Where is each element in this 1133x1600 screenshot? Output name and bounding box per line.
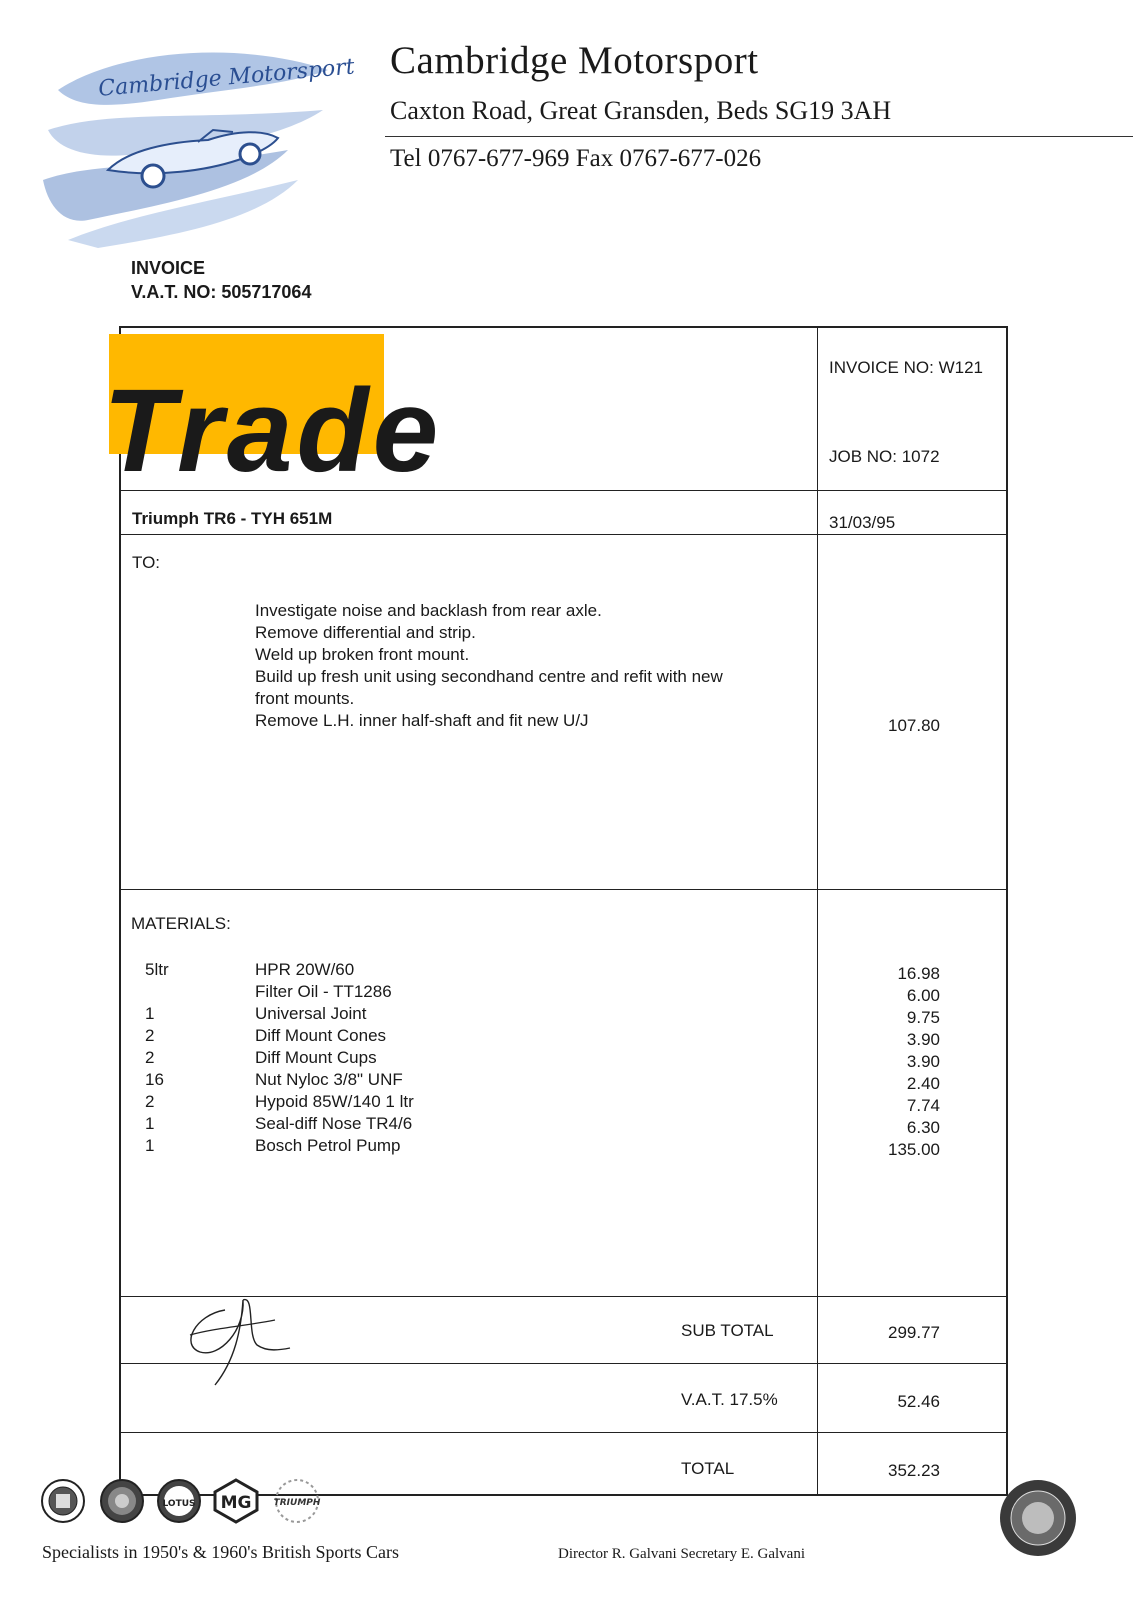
material-price: 3.90 bbox=[906, 1030, 940, 1049]
labour-amount: 107.80 bbox=[888, 716, 940, 735]
divider-vat bbox=[119, 1432, 1008, 1433]
total-value: 352.23 bbox=[888, 1461, 940, 1480]
company-address: Caxton Road, Great Gransden, Beds SG19 3AH bbox=[390, 96, 892, 125]
vat-label: V.A.T. 17.5% bbox=[681, 1390, 778, 1409]
austin-healey-badge-icon bbox=[40, 1478, 86, 1524]
divider-work bbox=[119, 889, 1008, 890]
triumph-badge-text: TRIUMPH bbox=[273, 1498, 321, 1508]
material-desc: Diff Mount Cones bbox=[255, 1026, 387, 1045]
jaguar-badge-icon bbox=[99, 1478, 145, 1524]
material-desc: Hypoid 85W/140 1 ltr bbox=[255, 1092, 414, 1111]
material-price: 6.30 bbox=[906, 1118, 940, 1137]
material-qty: 2 bbox=[145, 1092, 155, 1111]
material-desc: Filter Oil - TT1286 bbox=[255, 982, 392, 1001]
column-divider bbox=[817, 326, 818, 1496]
material-qty: 1 bbox=[145, 1004, 155, 1023]
material-qty: 1 bbox=[145, 1136, 155, 1155]
work-line: Remove L.H. inner half-shaft and fit new U/J bbox=[255, 711, 589, 730]
material-desc: HPR 20W/60 bbox=[255, 960, 355, 979]
material-price: 2.40 bbox=[906, 1074, 940, 1093]
material-price: 135.00 bbox=[888, 1140, 940, 1159]
company-officers: Director R. Galvani Secretary E. Galvani bbox=[558, 1546, 805, 1562]
invoice-number: INVOICE NO: W121 bbox=[829, 358, 983, 377]
lotus-badge-icon bbox=[156, 1478, 202, 1524]
divider-vehicle bbox=[119, 534, 1008, 535]
work-line: Build up fresh unit using secondhand centre and refit with new bbox=[255, 667, 723, 686]
material-desc: Universal Joint bbox=[255, 1004, 367, 1023]
total-label: TOTAL bbox=[681, 1459, 735, 1478]
vat-value: 52.46 bbox=[897, 1392, 940, 1411]
material-desc: Seal-diff Nose TR4/6 bbox=[255, 1114, 413, 1133]
work-line: Remove differential and strip. bbox=[255, 623, 476, 642]
material-qty: 16 bbox=[145, 1070, 164, 1089]
trade-stamp-text: Trade bbox=[103, 365, 443, 497]
work-line: front mounts. bbox=[255, 689, 355, 708]
material-desc: Bosch Petrol Pump bbox=[255, 1136, 401, 1155]
document-title: INVOICE bbox=[131, 258, 206, 278]
subtotal-label: SUB TOTAL bbox=[681, 1321, 774, 1340]
company-logo bbox=[38, 30, 356, 250]
material-price: 3.90 bbox=[906, 1052, 940, 1071]
work-description bbox=[255, 600, 795, 732]
subtotal-value: 299.77 bbox=[888, 1323, 940, 1342]
signature bbox=[185, 1290, 295, 1390]
work-line: Investigate noise and backlash from rear axle. bbox=[255, 601, 602, 620]
company-name: Cambridge Motorsport bbox=[390, 39, 759, 82]
letterhead-rule bbox=[385, 136, 1133, 137]
vat-number: V.A.T. NO: 505717064 bbox=[131, 282, 312, 302]
materials-label: MATERIALS: bbox=[131, 914, 231, 933]
logo-wordmark: Cambridge Motorsport bbox=[97, 54, 356, 102]
work-line: Weld up broken front mount. bbox=[255, 645, 470, 664]
material-price: 6.00 bbox=[906, 986, 940, 1005]
material-desc: Diff Mount Cups bbox=[255, 1048, 377, 1067]
mg-badge-icon bbox=[213, 1478, 259, 1524]
material-price: 9.75 bbox=[906, 1008, 940, 1027]
material-qty: 5ltr bbox=[145, 960, 169, 979]
material-desc: Nut Nyloc 3/8" UNF bbox=[255, 1070, 403, 1089]
specialists-tagline: Specialists in 1950's & 1960's British Sports Cars bbox=[42, 1542, 400, 1562]
material-qty: 2 bbox=[145, 1048, 155, 1067]
guild-seal-icon bbox=[998, 1478, 1078, 1558]
mg-badge-text: MG bbox=[220, 1493, 252, 1513]
material-price: 16.98 bbox=[897, 964, 940, 983]
invoice-date: 31/03/95 bbox=[829, 513, 896, 532]
material-qty: 1 bbox=[145, 1114, 155, 1133]
trade-stamp bbox=[103, 334, 443, 497]
to-label: TO: bbox=[132, 553, 161, 572]
lotus-badge-text: LOTUS bbox=[162, 1499, 196, 1509]
job-number: JOB NO: 1072 bbox=[829, 447, 940, 466]
material-price: 7.74 bbox=[906, 1096, 940, 1115]
material-qty: 2 bbox=[145, 1026, 155, 1045]
triumph-badge-icon bbox=[272, 1478, 321, 1524]
vehicle-description: Triumph TR6 - TYH 651M bbox=[132, 509, 333, 528]
company-phone-fax: Tel 0767-677-969 Fax 0767-677-026 bbox=[390, 145, 762, 172]
